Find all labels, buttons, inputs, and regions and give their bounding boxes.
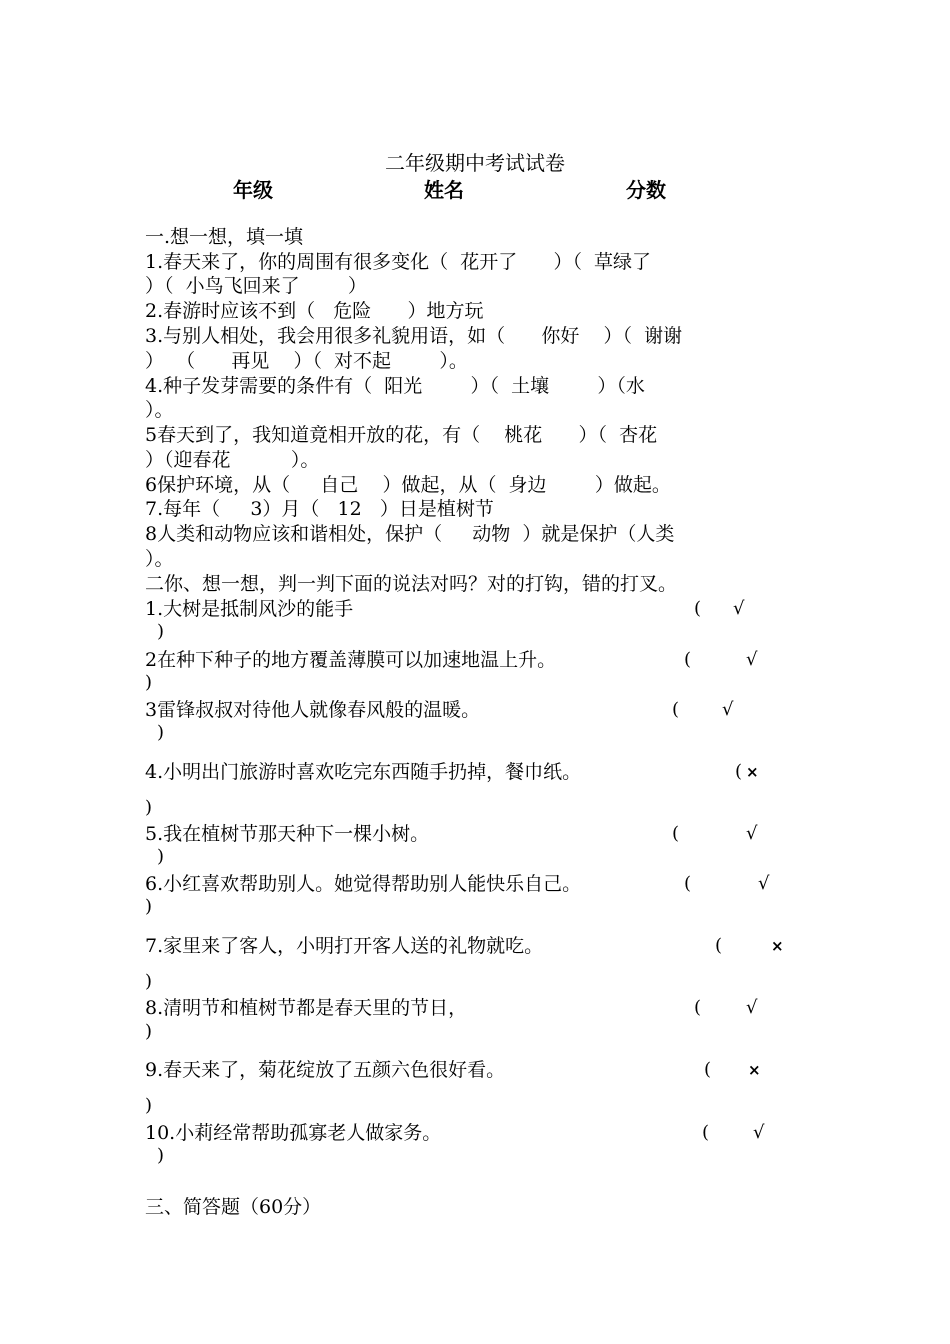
judge-item-text: 6.小红喜欢帮助别人。她觉得帮助别人能快乐自己。 [145,873,582,895]
judge-item-text: 1.大树是抵制风沙的能手 [145,598,354,620]
answer-mark: √ [753,1122,765,1143]
section3-heading: 三、简答题（60分） [145,1196,322,1218]
open-paren: ( [694,997,702,1018]
fill-line: 4.种子发芽需要的条件有（ 阳光 ）（ 土壤 ）（水 [145,375,645,397]
open-paren: ( [684,649,692,670]
answer-mark: √ [746,997,758,1018]
fill-line: ） （ 再见 ）（ 对不起 ）。 [145,350,468,372]
close-paren: ) [157,846,165,867]
open-paren: ( [684,873,692,894]
judge-item-text: 8.清明节和植树节都是春天里的节日， [145,997,468,1019]
score-label: 分数 [626,178,666,202]
grade-label: 年级 [233,178,273,202]
open-paren: ( [704,1059,712,1080]
open-paren: ( [694,598,702,619]
judge-item-text: 10.小莉经常帮助孤寡老人做家务。 [145,1122,442,1144]
fill-line: ）（ 小鸟飞回来了 ） [145,275,367,297]
close-paren: ) [157,722,165,743]
answer-mark: × [746,763,759,781]
judge-item-text: 2在种下种子的地方覆盖薄膜可以加速地温上升。 [145,649,557,671]
close-paren: ) [157,1145,165,1166]
open-paren: ( [672,823,680,844]
open-paren: ( [715,935,723,956]
open-paren: ( [735,761,743,782]
section2-heading: 二你、想一想，判一判下面的说法对吗？对的打钩，错的打叉。 [145,573,678,595]
page-title: 二年级期中考试试卷 [385,151,565,175]
fill-line: 5春天到了，我知道竟相开放的花，有（ 桃花 ）（ 杏花 [145,424,658,446]
close-paren: ) [145,1021,153,1042]
close-paren: ) [145,896,153,917]
close-paren: ) [145,1095,153,1116]
answer-mark: √ [746,649,758,670]
fill-line: ）。 [145,548,174,570]
name-label: 姓名 [424,178,464,202]
fill-line: 1.春天来了，你的周围有很多变化（ 花开了 ）（ 草绿了 [145,251,652,273]
fill-line: 7.每年（ 3）月（ 12 ）日是植树节 [145,498,494,520]
open-paren: ( [702,1122,710,1143]
answer-mark: × [771,937,784,955]
judge-item-text: 5.我在植树节那天种下一棵小树。 [145,823,430,845]
answer-mark: √ [722,699,734,720]
fill-line: ）（迎春花 ）。 [145,449,320,471]
section1-heading: 一.想一想，填一填 [145,226,304,248]
fill-line: 6保护环境，从（ 自己 ）做起，从（ 身边 ）做起。 [145,474,671,496]
answer-mark: √ [746,823,758,844]
open-paren: ( [672,699,680,720]
fill-line: 3.与别人相处，我会用很多礼貌用语，如（ 你好 ）（ 谢谢 [145,325,683,347]
judge-item-text: 7.家里来了客人，小明打开客人送的礼物就吃。 [145,935,544,957]
answer-mark: √ [758,873,770,894]
fill-line: ）。 [145,399,174,421]
fill-line: 2.春游时应该不到（ 危险 ）地方玩 [145,300,484,322]
close-paren: ) [145,672,153,693]
fill-line: 8人类和动物应该和谐相处，保护（ 动物 ）就是保护（人类 [145,523,675,545]
answer-mark: √ [733,598,745,619]
close-paren: ) [145,971,153,992]
judge-item-text: 9.春天来了，菊花绽放了五颜六色很好看。 [145,1059,506,1081]
judge-item-text: 3雷锋叔叔对待他人就像春风般的温暖。 [145,699,481,721]
answer-mark: × [748,1061,761,1079]
close-paren: ) [145,797,153,818]
close-paren: ) [157,621,165,642]
judge-item-text: 4.小明出门旅游时喜欢吃完东西随手扔掉，餐巾纸。 [145,761,582,783]
